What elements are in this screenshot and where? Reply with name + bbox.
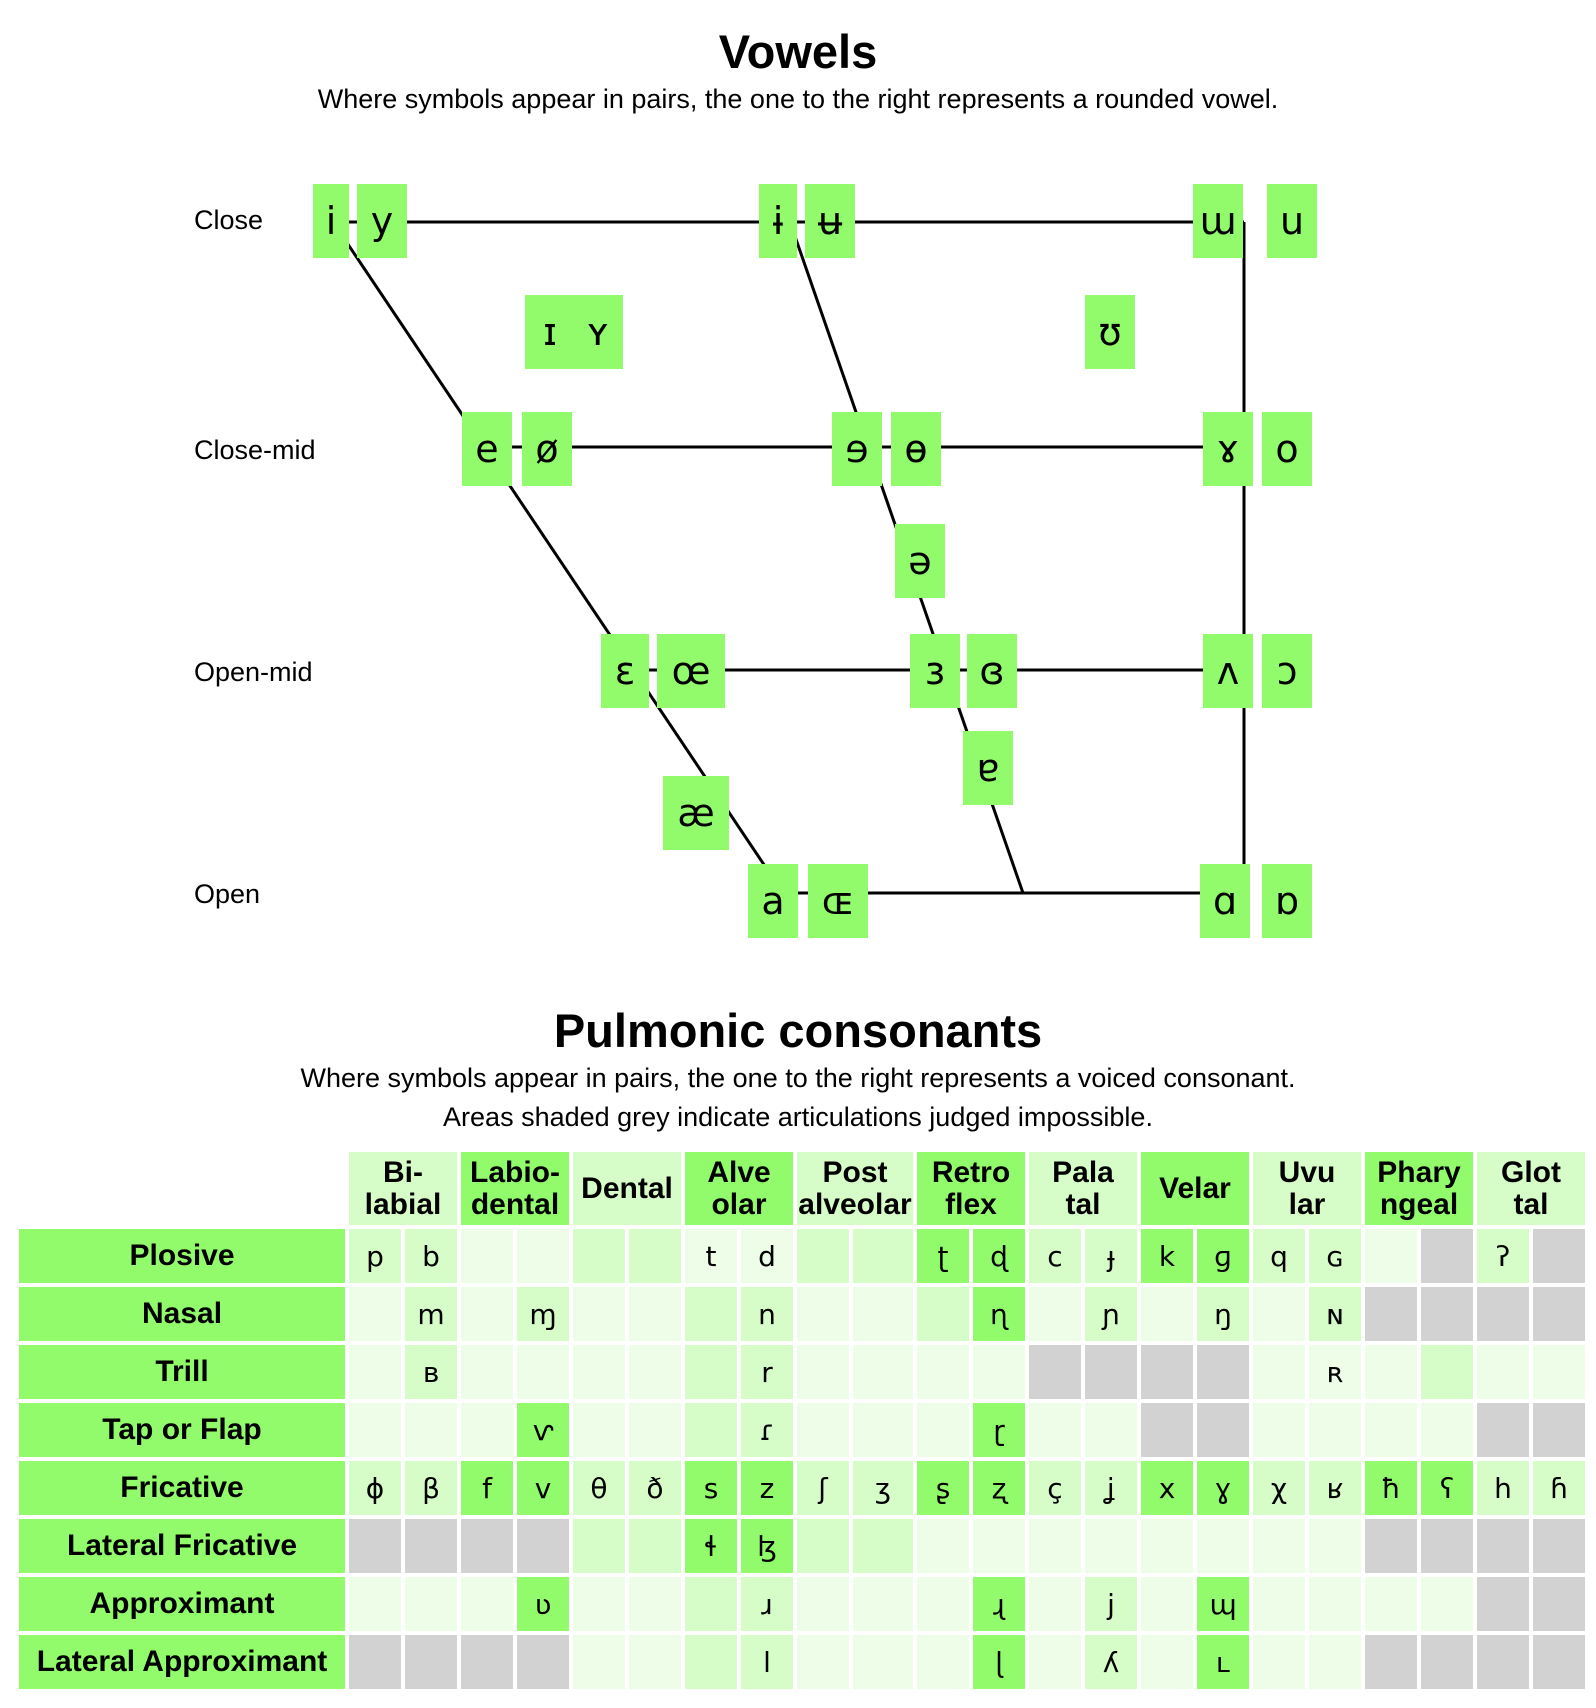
consonant-cell xyxy=(461,1403,513,1457)
row-label-open: Open xyxy=(194,879,261,909)
vowels-title: Vowels xyxy=(718,25,878,78)
consonant-cell xyxy=(461,1345,513,1399)
consonant-cell xyxy=(573,1635,625,1689)
consonant-cell xyxy=(573,1577,625,1631)
consonant-cell xyxy=(1253,1287,1305,1341)
vowel-symbol: a xyxy=(748,864,798,938)
consonant-cell xyxy=(629,1635,681,1689)
place-header xyxy=(573,1152,681,1225)
vowel-symbol: ɪ xyxy=(525,295,575,369)
consonant-cell: m xyxy=(405,1287,457,1341)
consonant-cell: c xyxy=(1029,1229,1081,1283)
consonant-cell: ç xyxy=(1029,1461,1081,1515)
consonant-cell xyxy=(1533,1577,1585,1631)
place-header xyxy=(1365,1152,1473,1225)
consonant-cell: ɴ xyxy=(1309,1287,1361,1341)
consonant-cell: ɲ xyxy=(1085,1287,1137,1341)
consonant-cell xyxy=(629,1519,681,1573)
consonant-cell xyxy=(1421,1403,1473,1457)
consonant-cell xyxy=(1029,1577,1081,1631)
consonant-cell: ⱱ xyxy=(517,1403,569,1457)
consonant-cell xyxy=(1085,1403,1137,1457)
vowel-symbol: ɑ xyxy=(1200,864,1250,938)
consonant-cell: ʔ xyxy=(1477,1229,1529,1283)
consonant-cell xyxy=(1309,1519,1361,1573)
consonants-note: Areas shaded grey indicate articulations judged impossible. xyxy=(443,1102,1153,1132)
consonant-cell: ɽ xyxy=(973,1403,1025,1457)
consonant-cell: d xyxy=(741,1229,793,1283)
consonant-cell xyxy=(1309,1577,1361,1631)
vowel-symbol: ɐ xyxy=(963,731,1013,805)
vowel-symbol: ɘ xyxy=(832,412,882,486)
consonant-cell xyxy=(1477,1287,1529,1341)
consonant-cell xyxy=(1253,1519,1305,1573)
vowel-symbol: o xyxy=(1262,412,1312,486)
consonant-cell xyxy=(405,1635,457,1689)
consonant-cell xyxy=(1365,1229,1417,1283)
consonant-cell: ʀ xyxy=(1309,1345,1361,1399)
consonant-cell xyxy=(1029,1287,1081,1341)
consonant-cell xyxy=(853,1519,913,1573)
vowel-symbol: ɶ xyxy=(808,864,868,938)
consonant-cell xyxy=(797,1287,849,1341)
consonant-cell: z xyxy=(741,1461,793,1515)
consonant-cell: χ xyxy=(1253,1461,1305,1515)
consonant-cell: ɹ xyxy=(741,1577,793,1631)
consonant-cell xyxy=(1029,1345,1081,1399)
consonant-cell xyxy=(461,1519,513,1573)
consonant-cell xyxy=(1141,1635,1193,1689)
place-header-label: Dental xyxy=(581,1171,673,1205)
consonant-cell xyxy=(917,1577,969,1631)
consonant-cell xyxy=(1029,1519,1081,1573)
consonant-cell: ɦ xyxy=(1533,1461,1585,1515)
vowel-symbol: ʉ xyxy=(805,184,855,258)
vowel-symbol: ɵ xyxy=(891,412,941,486)
vowels-subtitle: Where symbols appear in pairs, the one to the right represents a rounded vowel. xyxy=(317,84,1279,114)
vowel-symbol: ɜ xyxy=(910,634,960,708)
place-header xyxy=(1477,1152,1585,1225)
consonant-cell: ɣ xyxy=(1197,1461,1249,1515)
consonant-cell xyxy=(1365,1519,1417,1573)
vowel-symbol: ʌ xyxy=(1203,634,1253,708)
consonant-cell: ʟ xyxy=(1197,1635,1249,1689)
consonant-cell: r xyxy=(741,1345,793,1399)
consonant-cell xyxy=(1197,1403,1249,1457)
consonant-cell: ʋ xyxy=(517,1577,569,1631)
consonant-cell: t xyxy=(685,1229,737,1283)
consonant-table xyxy=(15,1148,1589,1693)
consonant-cell xyxy=(461,1287,513,1341)
consonant-cell xyxy=(1141,1287,1193,1341)
consonant-cell: v xyxy=(517,1461,569,1515)
consonant-cell: ɢ xyxy=(1309,1229,1361,1283)
consonant-cell xyxy=(1253,1345,1305,1399)
consonant-cell: ʙ xyxy=(405,1345,457,1399)
manner-label: Trill xyxy=(19,1345,345,1399)
consonant-cell xyxy=(1085,1519,1137,1573)
consonant-cell xyxy=(573,1345,625,1399)
place-header-label: Alve olar xyxy=(707,1155,771,1221)
consonant-cell xyxy=(1477,1635,1529,1689)
vowel-symbol: æ xyxy=(663,776,729,850)
consonant-cell xyxy=(797,1345,849,1399)
consonant-cell xyxy=(1421,1519,1473,1573)
place-header-label: Uvu lar xyxy=(1278,1155,1336,1221)
manner-label: Lateral Approximant xyxy=(19,1635,345,1689)
table-row xyxy=(19,1577,1585,1631)
consonant-cell xyxy=(917,1635,969,1689)
consonant-cell xyxy=(797,1403,849,1457)
consonant-cell xyxy=(685,1577,737,1631)
consonant-cell xyxy=(1421,1345,1473,1399)
consonant-cell: θ xyxy=(573,1461,625,1515)
consonants-subtitle: Where symbols appear in pairs, the one to the right represents a voiced consonant. xyxy=(300,1063,1296,1093)
table-row xyxy=(19,1345,1585,1399)
consonant-cell xyxy=(1533,1229,1585,1283)
consonant-cell xyxy=(349,1403,401,1457)
vowel-symbol: ɯ xyxy=(1193,184,1243,258)
place-header-label: Phary ngeal xyxy=(1377,1155,1461,1221)
consonant-cell xyxy=(685,1287,737,1341)
consonant-cell: p xyxy=(349,1229,401,1283)
consonant-cell xyxy=(405,1403,457,1457)
consonant-cell xyxy=(573,1287,625,1341)
table-row xyxy=(19,1519,1585,1573)
place-header-label: Velar xyxy=(1159,1171,1231,1205)
consonant-cell xyxy=(517,1229,569,1283)
consonant-cell xyxy=(685,1403,737,1457)
manner-label: Nasal xyxy=(19,1287,345,1341)
vowel-symbol: ɔ xyxy=(1262,634,1312,708)
consonant-cell xyxy=(1253,1577,1305,1631)
consonant-cell: ɰ xyxy=(1197,1577,1249,1631)
consonant-cell xyxy=(797,1229,849,1283)
table-row xyxy=(19,1287,1585,1341)
table-row xyxy=(19,1403,1585,1457)
consonant-cell xyxy=(973,1519,1025,1573)
table-row xyxy=(19,1229,1585,1283)
consonant-cell xyxy=(1141,1345,1193,1399)
manner-label: Tap or Flap xyxy=(19,1403,345,1457)
consonant-cell: ʐ xyxy=(973,1461,1025,1515)
place-header xyxy=(1029,1152,1137,1225)
consonant-cell xyxy=(629,1345,681,1399)
manner-label: Lateral Fricative xyxy=(19,1519,345,1573)
consonant-cell: ɻ xyxy=(973,1577,1025,1631)
manner-label: Fricative xyxy=(19,1461,345,1515)
consonant-cell xyxy=(573,1229,625,1283)
consonant-cell: ɱ xyxy=(517,1287,569,1341)
vowel-symbol: u xyxy=(1267,184,1317,258)
consonant-cell xyxy=(349,1519,401,1573)
consonant-cell: ʎ xyxy=(1085,1635,1137,1689)
consonant-cell xyxy=(1477,1519,1529,1573)
row-label-close-mid: Close-mid xyxy=(194,435,316,465)
consonant-cell xyxy=(1085,1345,1137,1399)
consonant-cell xyxy=(517,1519,569,1573)
consonant-cell xyxy=(1421,1287,1473,1341)
consonant-cell xyxy=(517,1635,569,1689)
place-header-label: Labio- dental xyxy=(470,1155,560,1221)
consonant-cell xyxy=(917,1403,969,1457)
place-header xyxy=(1141,1152,1249,1225)
consonant-cell: ɸ xyxy=(349,1461,401,1515)
consonant-cell: s xyxy=(685,1461,737,1515)
consonant-cell xyxy=(1365,1403,1417,1457)
consonant-cell: ɳ xyxy=(973,1287,1025,1341)
consonant-cell xyxy=(1421,1635,1473,1689)
consonant-cell xyxy=(1141,1577,1193,1631)
vowel-symbol: ʏ xyxy=(573,295,623,369)
vowel-symbol: ɤ xyxy=(1203,412,1253,486)
vowel-symbol: y xyxy=(357,184,407,258)
consonant-cell: b xyxy=(405,1229,457,1283)
consonant-cell: ɾ xyxy=(741,1403,793,1457)
consonant-cell xyxy=(1533,1635,1585,1689)
consonant-cell xyxy=(1197,1345,1249,1399)
consonant-cell: ɬ xyxy=(685,1519,737,1573)
consonant-cell: ʈ xyxy=(917,1229,969,1283)
vowel-symbol: ɨ xyxy=(759,184,797,258)
consonant-cell: h xyxy=(1477,1461,1529,1515)
place-header xyxy=(1253,1152,1361,1225)
consonant-cell xyxy=(1533,1287,1585,1341)
consonant-cell xyxy=(685,1345,737,1399)
consonant-cell xyxy=(1533,1345,1585,1399)
place-header xyxy=(349,1152,457,1225)
vowel-symbol: i xyxy=(313,184,349,258)
consonant-cell xyxy=(1365,1635,1417,1689)
consonant-cell xyxy=(1141,1519,1193,1573)
consonant-cell xyxy=(853,1345,913,1399)
vowel-symbol: e xyxy=(462,412,512,486)
manner-label: Approximant xyxy=(19,1577,345,1631)
place-header-label: Bi- labial xyxy=(364,1155,442,1221)
consonant-cell xyxy=(461,1635,513,1689)
consonant-cell: x xyxy=(1141,1461,1193,1515)
manner-label: Plosive xyxy=(19,1229,345,1283)
place-header-label: Retro flex xyxy=(931,1155,1011,1221)
consonant-cell xyxy=(1365,1577,1417,1631)
consonant-cell xyxy=(853,1577,913,1631)
consonant-cell xyxy=(349,1287,401,1341)
consonant-cell xyxy=(917,1345,969,1399)
consonant-cell xyxy=(797,1635,849,1689)
consonant-cell: ʃ xyxy=(797,1461,849,1515)
consonant-cell: ŋ xyxy=(1197,1287,1249,1341)
consonant-cell xyxy=(853,1403,913,1457)
consonant-cell xyxy=(1533,1519,1585,1573)
consonant-cell xyxy=(1197,1519,1249,1573)
consonant-cell: f xyxy=(461,1461,513,1515)
consonant-cell xyxy=(349,1635,401,1689)
consonant-cell xyxy=(853,1229,913,1283)
place-header-label: Pala tal xyxy=(1052,1155,1114,1221)
consonant-cell xyxy=(629,1403,681,1457)
consonant-cell: ð xyxy=(629,1461,681,1515)
row-label-open-mid: Open-mid xyxy=(194,657,313,687)
consonant-cell xyxy=(685,1635,737,1689)
consonant-cell xyxy=(349,1577,401,1631)
consonant-cell xyxy=(517,1345,569,1399)
consonant-cell: ɮ xyxy=(741,1519,793,1573)
place-header xyxy=(461,1152,569,1225)
consonant-cell: ɭ xyxy=(973,1635,1025,1689)
consonant-cell xyxy=(1029,1635,1081,1689)
consonant-cell xyxy=(1421,1577,1473,1631)
consonant-cell xyxy=(1141,1403,1193,1457)
consonant-cell xyxy=(797,1519,849,1573)
consonant-cell xyxy=(461,1229,513,1283)
vowel-symbol: œ xyxy=(657,634,725,708)
place-header-label: Glot tal xyxy=(1501,1155,1561,1221)
consonant-cell xyxy=(573,1519,625,1573)
consonant-cell xyxy=(405,1519,457,1573)
consonant-cell xyxy=(1477,1577,1529,1631)
place-header xyxy=(685,1152,793,1225)
consonant-cell: q xyxy=(1253,1229,1305,1283)
consonant-cell xyxy=(1309,1635,1361,1689)
consonant-cell xyxy=(349,1345,401,1399)
consonant-cell xyxy=(629,1577,681,1631)
vowel-symbol: ʊ xyxy=(1085,295,1135,369)
vowel-symbol: ə xyxy=(895,524,945,598)
consonant-cell xyxy=(1253,1403,1305,1457)
consonant-cell xyxy=(1365,1287,1417,1341)
consonant-cell xyxy=(853,1635,913,1689)
consonant-cell: ɟ xyxy=(1085,1229,1137,1283)
consonant-cell: ʒ xyxy=(853,1461,913,1515)
consonant-cell: ɖ xyxy=(973,1229,1025,1283)
vowel-symbol: ɛ xyxy=(601,634,649,708)
consonants-title: Pulmonic consonants xyxy=(553,1004,1043,1057)
consonant-cell: ʁ xyxy=(1309,1461,1361,1515)
consonant-cell xyxy=(1365,1345,1417,1399)
consonant-cell: l xyxy=(741,1635,793,1689)
consonant-cell xyxy=(1477,1403,1529,1457)
table-corner xyxy=(19,1152,345,1225)
consonant-cell xyxy=(973,1345,1025,1399)
vowel-symbol: ø xyxy=(522,412,572,486)
consonant-cell xyxy=(1477,1345,1529,1399)
vowel-symbol: ɞ xyxy=(967,634,1017,708)
consonant-cell xyxy=(1533,1403,1585,1457)
consonant-cell: ʕ xyxy=(1421,1461,1473,1515)
consonant-cell xyxy=(629,1287,681,1341)
consonant-cell xyxy=(1253,1635,1305,1689)
place-header xyxy=(797,1152,913,1225)
consonant-cell: ʝ xyxy=(1085,1461,1137,1515)
row-label-close: Close xyxy=(194,205,264,235)
consonant-cell: ħ xyxy=(1365,1461,1417,1515)
consonant-cell xyxy=(461,1577,513,1631)
consonant-cell xyxy=(917,1287,969,1341)
place-header xyxy=(917,1152,1025,1225)
table-row xyxy=(19,1635,1585,1689)
consonant-cell xyxy=(853,1287,913,1341)
consonant-cell: ɡ xyxy=(1197,1229,1249,1283)
consonant-cell xyxy=(1309,1403,1361,1457)
consonant-cell: j xyxy=(1085,1577,1137,1631)
place-header-label: Post alveolar xyxy=(798,1155,912,1221)
consonant-cell xyxy=(405,1577,457,1631)
vowel-symbol: ɒ xyxy=(1262,864,1312,938)
consonant-cell: n xyxy=(741,1287,793,1341)
table-row xyxy=(19,1461,1585,1515)
consonant-cell xyxy=(1421,1229,1473,1283)
consonant-cell xyxy=(573,1403,625,1457)
consonant-cell xyxy=(917,1519,969,1573)
consonant-cell: ʂ xyxy=(917,1461,969,1515)
consonant-cell: k xyxy=(1141,1229,1193,1283)
consonant-cell xyxy=(797,1577,849,1631)
consonant-cell xyxy=(629,1229,681,1283)
consonant-cell: β xyxy=(405,1461,457,1515)
consonant-cell xyxy=(1029,1403,1081,1457)
